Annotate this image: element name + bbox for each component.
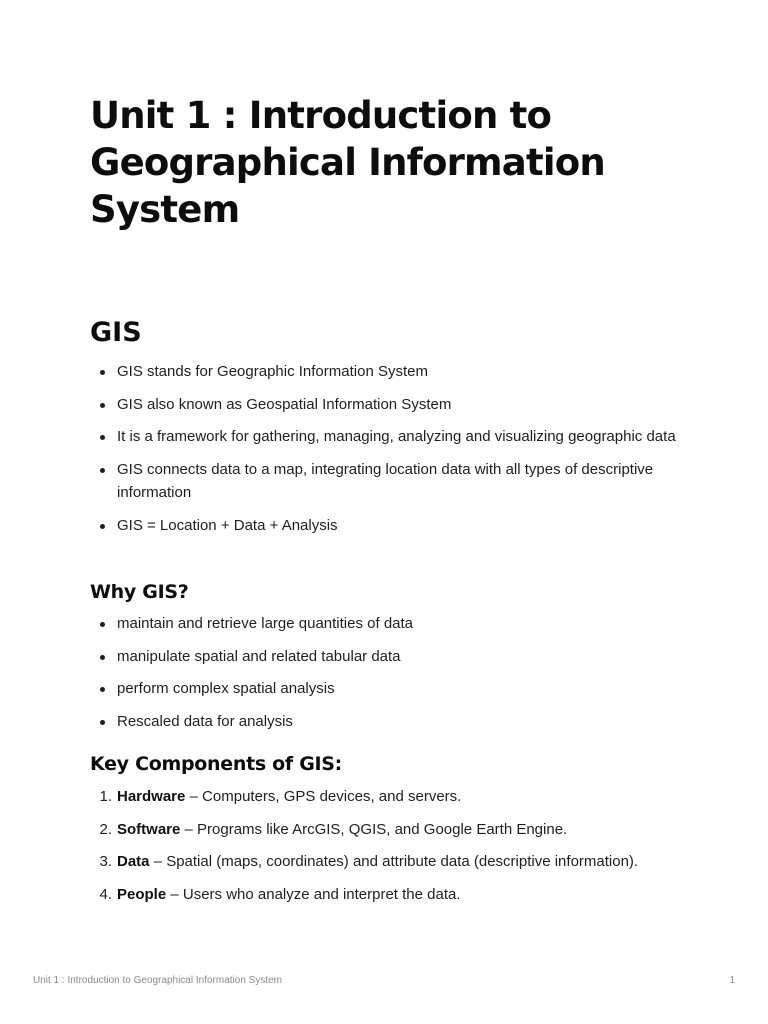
list-number: 2. (99, 820, 112, 838)
footer-page-number: 1 (729, 975, 735, 986)
component-description: – Spatial (maps, coordinates) and attribute data (descriptive information). (149, 853, 639, 870)
numbered-list-item (90, 850, 700, 874)
section-heading-why-gis: Why GIS? (90, 581, 189, 603)
list-item: GIS stands for Geographic Information System (90, 360, 700, 384)
component-term: People (117, 885, 167, 903)
gis-bullet-list (90, 360, 700, 537)
component-description: – Programs like ArcGIS, QGIS, and Google Earth Engine. (180, 820, 568, 838)
list-item: Rescaled data for analysis (90, 710, 700, 734)
list-item: perform complex spatial analysis (90, 677, 700, 701)
component-description: – Computers, GPS devices, and servers. (185, 788, 462, 805)
key-components-numbered-list (90, 785, 700, 906)
list-number: 3. (99, 853, 112, 870)
list-item: GIS connects data to a map, integrating location data with all types of descriptive information (90, 458, 700, 505)
list-item: maintain and retrieve large quantities of data (90, 612, 700, 636)
numbered-list-item (90, 883, 700, 907)
component-term: Hardware (117, 788, 186, 805)
section-heading-gis: GIS (90, 317, 142, 348)
list-item: GIS = Location + Data + Analysis (90, 514, 700, 538)
list-number: 4. (99, 885, 112, 903)
component-description: – Users who analyze and interpret the data. (166, 885, 461, 903)
list-item: GIS also known as Geospatial Information System (90, 393, 700, 417)
section-heading-key-components: Key Components of GIS: (90, 753, 342, 775)
why-gis-bullet-list (90, 612, 700, 733)
list-item: manipulate spatial and related tabular data (90, 645, 700, 669)
numbered-list-item (90, 818, 700, 842)
numbered-list-item (90, 785, 700, 809)
component-term: Software (117, 820, 181, 838)
list-item: It is a framework for gathering, managing, analyzing and visualizing geographic data (90, 425, 700, 449)
list-number: 1. (99, 788, 112, 805)
footer-document-title: Unit 1 : Introduction to Geographical Information System (33, 975, 283, 986)
component-term: Data (117, 853, 150, 870)
document-title: Unit 1 : Introduction to Geographical Information System (90, 94, 605, 231)
